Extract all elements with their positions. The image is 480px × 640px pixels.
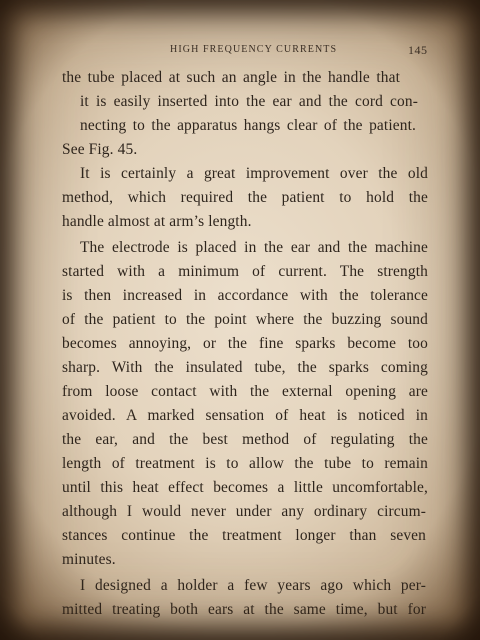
text-line: minutes. [62,551,116,568]
text-line: It is certainly a great improvement over the old [80,165,428,182]
text-line: from loose contact with the external opening are [62,383,428,400]
text-line: See Fig. 45. [62,141,138,158]
text-line: avoided. A marked sensation of heat is noticed in [62,407,428,424]
text-line: of the patient to the point where the buzzing sound [62,311,428,328]
text-line: until this heat effect becomes a little uncomfortable, [62,479,428,496]
text-line: necting to the apparatus hangs clear of the patient. [80,117,416,134]
text-line: becomes annoying, or the fine sparks become too [62,335,428,352]
running-head: HIGH FREQUENCY CURRENTS [170,44,338,55]
text-line: stances continue the treatment longer than seven [62,527,426,544]
text-line: The electrode is placed in the ear and the machine [80,239,428,256]
text-line: length of treatment is to allow the tube to remain [62,455,428,472]
text-line: although I would never under any ordinary circum- [62,503,426,520]
text-line: method, which required the patient to hold the [62,189,428,206]
text-line: handle almost at arm’s length. [62,213,252,230]
text-line: the ear, and the best method of regulating the [62,431,428,448]
text-line: is then increased in accordance with the tolerance [62,287,428,304]
text-line: mitted treating both ears at the same time, but for [62,601,426,618]
text-line: it is easily inserted into the ear and the cord con- [80,93,418,110]
page-number: 145 [408,43,428,57]
page-header [0,44,480,60]
text-line: the tube placed at such an angle in the handle that [62,69,400,86]
text-line: I designed a holder a few years ago which per- [80,577,426,594]
text-line: started with a minimum of current. The strength [62,263,428,280]
text-line: sharp. With the insulated tube, the sparks coming [62,359,428,376]
